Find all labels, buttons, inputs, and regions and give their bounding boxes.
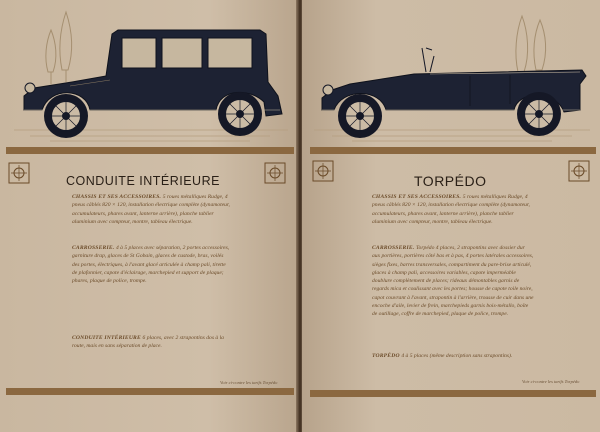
ornament-icon [264, 162, 286, 184]
section-heading: CHASSIS ET SES ACCESSOIRES. [72, 194, 163, 200]
wheel [338, 94, 382, 138]
variant-section [372, 352, 534, 360]
section-text: 4 à 5 places (même description sans strapontins). [401, 353, 513, 359]
ornament-icon [312, 160, 334, 182]
left-page [0, 0, 298, 432]
section-text: Torpédo 4 places, 2 strapontins avec dossier dur aux portières, portières côté bas et à pas, 4 portes latérales accessoires, sièges fixes, barres transversales, compartiment du pare-brise articulé, glaces à champ pali, accessoires variables, capote imperméable doublure complètement de places; rideaux démontables garnis de regards mica et coulissant avec les portes; housse de capote toile noire, capot couvrant à l'avant, strapontin à l'arrière, trousse de cuir dans une encoche d'aile, levier de frein, marchepieds garnis bois-métallo, boîte de outillage, coffre de marchepied, plaque de police, trompe. [372, 245, 534, 318]
sedan-illustration [10, 10, 292, 150]
chassis-section [372, 193, 534, 226]
section-text: 5 roues métalliques Rudge, 4 pneus câblés 820 × 120, installation électrique complète (dynamoteur, accumulateurs, phares avant, lanterne arrière), planche tablier aluminium avec compteur, montre, tableau électrique. [372, 194, 530, 225]
page-title: CONDUITE INTÉRIEURE [66, 174, 220, 188]
section-heading: TORPÉDO [372, 353, 402, 359]
wheel [44, 94, 88, 138]
page-footer: Voir ci-contre les tarifs Torpédo [220, 380, 278, 385]
ornament-icon [8, 162, 30, 184]
section-heading: CHASSIS ET SES ACCESSOIRES. [372, 194, 463, 200]
section-text: 4 à 5 places avec séparation, 2 portes accessoires, garniture drap, glaces de St Gobain, glaces de custode, bras, voilés des portes, électriques, à l'avant glacé articulée à champ pali, tirette de plafonnier, capote d'éclairage, marchepied et support de plaque; phares, plaque de police, trompe. [72, 245, 230, 285]
decorative-band [6, 147, 294, 154]
page-title: TORPÉDO [414, 173, 487, 189]
tree-icon [46, 12, 72, 84]
decorative-band [310, 147, 596, 154]
ornament-icon [568, 160, 590, 182]
right-page [302, 0, 600, 432]
carrosserie-section [72, 244, 232, 285]
page-footer: Voir ci-contre les tarifs Torpédo [522, 379, 580, 384]
wheel [218, 92, 262, 136]
section-text: 5 roues métalliques Rudge, 4 pneus câblés 820 × 120, installation électrique complète (dynamoteur, accumulateurs, phares avant, lanterne arrière), planche tablier aluminium avec compteur, montre, tableau électrique. [72, 194, 230, 225]
carrosserie-section [372, 244, 534, 319]
decorative-band [310, 390, 596, 397]
torpedo-illustration [310, 10, 594, 150]
section-text: 6 places, avec 2 strapontins dos à la route, mais en sans séparation de place. [72, 335, 224, 350]
wheel [517, 92, 561, 136]
chassis-section [72, 193, 232, 226]
variant-section [72, 334, 232, 351]
section-heading: CARROSSERIE. [72, 245, 116, 251]
decorative-band [6, 388, 294, 395]
section-heading: CONDUITE INTÉRIEURE [72, 335, 143, 341]
section-heading: CARROSSERIE. [372, 245, 416, 251]
